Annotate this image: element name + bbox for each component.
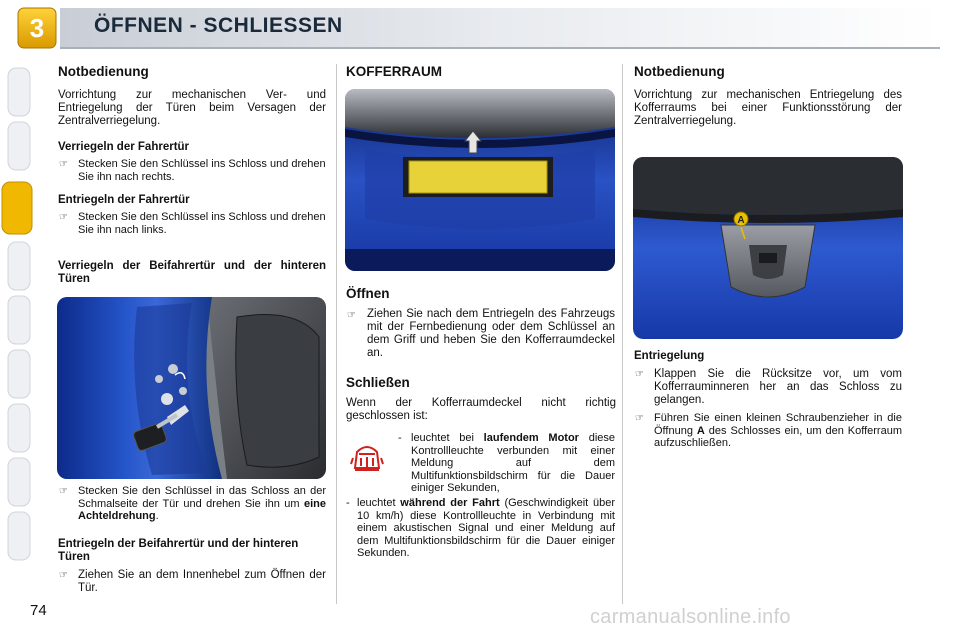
right-heading: Notbedienung	[634, 64, 725, 79]
chapter-side-tabs	[0, 60, 34, 580]
motor-text-bold: laufendem Motor	[483, 432, 579, 444]
left-intro: Vorrichtung zur mechanischen Ver- und Entriegelung der Türen beim Versagen der Zentralverriegelung.	[58, 89, 326, 127]
caption-text-a: Stecken Sie den Schlüssel in das Schloss an der Schmalseite der Tür und drehen Sie ihn um	[78, 485, 326, 510]
unlock-driver-text: Stecken Sie den Schlüssel ins Schloss und drehen Sie ihn nach links.	[78, 211, 326, 236]
bullet2-text-a: Führen Sie einen kleinen Schraubenzieher in die Öffnung	[654, 412, 902, 437]
drive-text-a: leuchtet	[357, 497, 401, 509]
drive-text-c: (Geschwindigkeit über 10 km/h) diese Kontrollleuchte in Verbindung mit einem akustischen Signal und einer Meldung auf dem Multifunktionsbildschirm für die Dauer einiger Sekunden.	[357, 497, 615, 559]
unlock-passenger-title: Entriegeln der Beifahrertür und der hinteren Türen	[58, 538, 299, 563]
drive-text-bold: während der Fahrt	[400, 497, 500, 509]
right-intro: Vorrichtung zur mechanischen Entriegelung des Kofferraums bei einer Funktionsstörung der Zentralverriegelung.	[634, 89, 902, 127]
trunk-lock-label: A	[737, 215, 745, 226]
lock-driver-text: Stecken Sie den Schlüssel ins Schloss und drehen Sie ihn nach rechts.	[78, 158, 326, 183]
pointing-hand-icon: ☞	[635, 413, 644, 424]
bullet2-text-bold: A	[696, 424, 705, 437]
pointing-hand-icon: ☞	[59, 212, 68, 223]
open-title: Öffnen	[346, 286, 390, 301]
trunk-lock-photo	[633, 157, 903, 339]
drive-warning-dash: -	[346, 497, 350, 509]
open-text: Ziehen Sie nach dem Entriegeln des Fahrzeugs mit der Fernbedienung oder dem Schlüssel an dem Griff und heben Sie den Kofferraumdeckel an.	[367, 308, 615, 359]
column-divider-right	[622, 64, 623, 604]
pointing-hand-icon: ☞	[59, 570, 68, 581]
watermark: carmanualsonline.info	[590, 606, 791, 628]
left-heading: Notbedienung	[58, 64, 149, 79]
door-lock-photo	[57, 297, 326, 479]
trunk-handle-photo	[345, 89, 615, 271]
unlock-bullet-2	[654, 412, 902, 450]
close-title: Schließen	[346, 375, 410, 390]
unlock-driver-title: Entriegeln der Fahrertür	[58, 194, 190, 206]
lock-passenger-title: Verriegeln der Beifahrertür und der hinteren Türen	[58, 260, 326, 285]
page-title: ÖFFNEN - SCHLIESSEN	[94, 14, 343, 37]
door-lock-caption	[78, 485, 326, 523]
motor-warning-text	[411, 432, 615, 495]
motor-text-c: diese Kontrollleuchte verbunden mit einer Meldung auf dem Multifunktionsbildschirm für die Dauer einiger Sekunden,	[411, 432, 615, 494]
pointing-hand-icon: ☞	[635, 369, 644, 380]
caption-text-bold: eine Achteldrehung	[78, 497, 326, 522]
pointing-hand-icon: ☞	[347, 310, 356, 321]
unlock-passenger-text: Ziehen Sie an dem Innenhebel zum Öffnen der Tür.	[78, 569, 326, 594]
motor-text-a: leuchtet bei	[411, 432, 484, 444]
chapter-number: 3	[29, 13, 45, 43]
bullet2-text-c: des Schlosses ein, um den Kofferraum aufzuschließen.	[654, 424, 902, 449]
drive-warning-text	[357, 497, 615, 560]
pointing-hand-icon: ☞	[59, 486, 68, 497]
unlock-bullet-1: Klappen Sie die Rücksitze vor, um vom Kofferrauminneren her an das Schloss zu gelangen.	[654, 368, 902, 406]
pointing-hand-icon: ☞	[59, 159, 68, 170]
open-trunk-warning-icon	[348, 438, 386, 476]
caption-text-c: .	[155, 510, 159, 522]
page-number: 74	[30, 602, 47, 619]
unlock-title: Entriegelung	[634, 350, 705, 362]
close-intro: Wenn der Kofferraumdeckel nicht richtig geschlossen ist:	[346, 397, 616, 422]
lock-driver-title: Verriegeln der Fahrertür	[58, 141, 190, 153]
middle-heading: KOFFERRAUM	[346, 64, 442, 79]
motor-warning-dash: -	[398, 432, 402, 444]
column-divider-left	[336, 64, 337, 604]
